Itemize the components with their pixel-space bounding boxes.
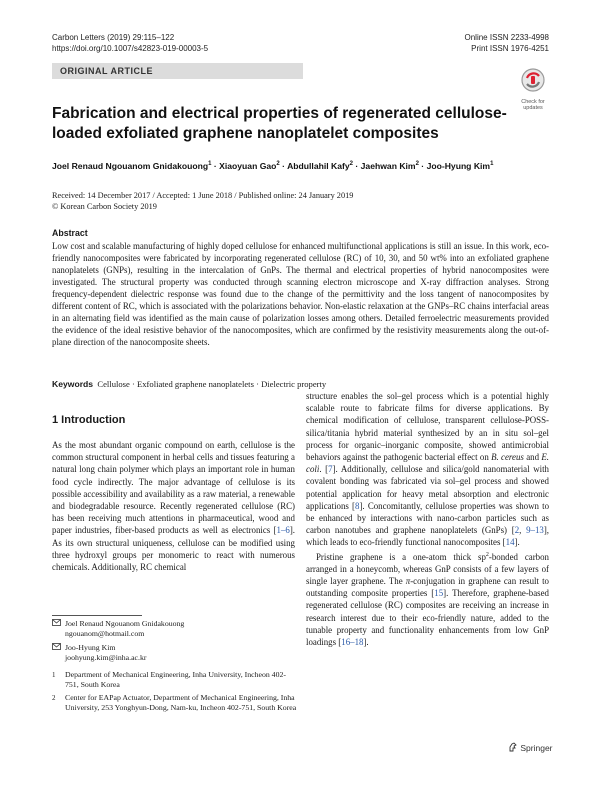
body-text: Pristine graphene is a one-atom thick sp <box>316 551 486 562</box>
species-name: B. cereus <box>491 452 524 463</box>
citation-link[interactable]: 14 <box>505 537 515 548</box>
doi-link[interactable]: https://doi.org/10.1007/s42823-019-00003-5 <box>52 44 209 53</box>
affiliation-mark: 2 <box>52 694 56 702</box>
affiliation-text: Center for EAPap Actuator, Department of Mechanical Engineering, Inha University, 253 Yonghyun-Dong, Nam-ku, Incheon 402-751, South Korea <box>65 693 297 712</box>
body-column-right <box>306 390 549 648</box>
author-name[interactable]: Abdullahil Kafy <box>287 160 350 171</box>
author-affiliation-mark: 1 <box>490 161 494 167</box>
body-text: ]. <box>514 537 520 548</box>
body-text: ]. Therefore, graphene-based regenerated cellulose (RC) composites are receiving an increase in research interest due to their eco-friendly nature, added to the tunable property and functionality enhancements from low GnP loadings [ <box>306 588 549 648</box>
copyright-line: © Korean Carbon Society 2019 <box>52 202 157 211</box>
springer-horse-icon <box>508 742 518 752</box>
keywords-line <box>52 378 326 390</box>
citation-link[interactable]: 16–18 <box>341 637 364 648</box>
citation-link[interactable]: 9–13 <box>526 525 544 536</box>
keywords-label: Keywords <box>52 379 94 389</box>
superscript: 2 <box>485 551 489 558</box>
citation-link[interactable]: 7 <box>328 464 333 475</box>
body-text: and <box>523 452 542 463</box>
publication-dates <box>52 190 353 212</box>
abstract-heading: Abstract <box>52 228 88 238</box>
species-name: E. coli <box>306 452 549 475</box>
journal-citation: Carbon Letters (2019) 29:115–122 <box>52 33 175 42</box>
corresponding-author-2 <box>52 643 297 663</box>
citation-link[interactable]: 2 <box>514 525 520 536</box>
corresponding-author-name: Joo-Hyung Kim <box>65 643 116 652</box>
print-issn: Print ISSN 1976-4251 <box>471 44 549 53</box>
section-heading-introduction: 1 Introduction <box>52 414 126 426</box>
envelope-icon <box>52 619 61 629</box>
author-list: Joel Renaud Ngouanom Gnidakouong$^1$ · Xiaoyuan Gao$^2$ · Abdullahil Kafy$^2$ · Jaehwan Kim$^2$ · Joo-Hyung Kim$^1$ <box>52 160 494 171</box>
history-dates: Received: 14 December 2017 / Accepted: 1 June 2018 / Published online: 24 January 2019 <box>52 191 354 200</box>
body-text: -conjugation in graphene can result to outstanding composite properties [ <box>306 576 549 599</box>
body-text: ]. Additionally, cellulose and silica/gold nanomaterial with covalent bonding was fabricated via sol–gel process and showed potential application for heavy metal absorption and electronic applications [ <box>306 464 549 511</box>
abstract-text: Low cost and scalable manufacturing of highly doped cellulose for enhanced multifunctional applications is still an issue. In this work, eco-friendly nanocomposites were fabricated by incorporating regenerated cellulose (RC) of 10, 30, and 50 wt% into an exfoliated graphene nanoplatelets (GNPs), resulting in the intercalation of GnPs. The thermal and electrical properties of hybrid nanocomposites were investigated. The structural property was conducted through scanning electron microscope and X-ray diffraction analyses. Strong frequency-dependent dielectric response was found due to the change of the permittivity and the loss tangent of nanocomposites by different content of RC, which is associated with the polarizations behavior. Non-elastic relaxation at the GNPs–RC chains interfacial areas in an alternating field was identified as the main cause of polarization losses among others. Detailed ferroelectric measurements provided the evidence of the ideal resistive behavior of the nanocomposites, which are confirmed by the resistivity measurements along the out-of-plane direction of the nanocomposite sheets. <box>52 241 549 347</box>
citation-link[interactable]: 1–6 <box>276 525 290 536</box>
check-updates-icon <box>516 68 550 94</box>
affiliation-text: Department of Mechanical Engineering, Inha University, Incheon 402-751, South Korea <box>65 670 286 689</box>
citation-link[interactable]: 8 <box>355 500 360 511</box>
body-paragraph <box>306 549 549 649</box>
corresponding-author-email[interactable]: joohyung.kim@inha.ac.kr <box>65 653 147 662</box>
affiliation-2 <box>52 693 297 713</box>
author-name[interactable]: Joel Renaud Ngouanom Gnidakouong <box>52 160 209 171</box>
author-affiliation-mark: 1 <box>208 161 212 167</box>
author-affiliation-mark: 2 <box>415 161 419 167</box>
running-header-right <box>465 32 550 54</box>
intro-paragraph-text: As the most abundant organic compound on earth, cellulose is the common structural component in herbal cells and tissues featuring a natural long chain polymer which plays an important role in human food cycle indirectly. The major advantage of cellulose is its possible accessibility and availability as a raw material, a renewable and biodegradable resource. Recently regenerated cellulose (RC) has been receiving much attentions in pharmaceutical, wood and paper industries, fiber-based products as well as electronics [ <box>52 440 295 536</box>
body-text: . [ <box>319 464 329 475</box>
body-column-left <box>52 439 295 573</box>
author-name[interactable]: Joo-Hyung Kim <box>426 160 491 171</box>
pi-symbol: π <box>405 576 411 587</box>
publisher-logo <box>508 742 553 753</box>
corresponding-author-email[interactable]: ngouanom@hotmail.com <box>65 629 145 638</box>
body-text: ], which leads to eco-friendly functional nanocomposites [ <box>306 525 549 548</box>
check-for-updates-button[interactable] <box>516 68 550 111</box>
online-issn: Online ISSN 2233-4998 <box>464 33 549 42</box>
article-type-badge <box>52 63 303 79</box>
running-header-left <box>52 32 208 54</box>
footnote-divider <box>52 615 142 616</box>
envelope-icon <box>52 643 61 653</box>
author-affiliation-mark: 2 <box>276 161 280 167</box>
body-paragraph <box>306 390 549 549</box>
affiliation-mark: 1 <box>52 671 56 679</box>
article-title: Fabrication and electrical properties of regenerated cellulose-loaded exfoliated graphene nanoplatelet composites <box>52 105 507 142</box>
body-text: ]. Concomitantly, cellulose properties was shown to be enhanced by interactions with nano-carbon particles such as carbon nanotubes and graphene nanoplatelets (GnPs) [ <box>306 500 550 536</box>
keywords-list: Cellulose · Exfoliated graphene nanoplatelets · Dielectric property <box>97 379 327 389</box>
check-updates-label: Check for updates <box>521 99 545 111</box>
corresponding-author-name: Joel Renaud Ngouanom Gnidakouong <box>65 619 185 628</box>
body-text: structure enables the sol–gel process which is a potential highly scalable route to fabricate films for diverse applications. By chemical modification of cellulose, transparent cellulose-POSS-silica/titania hybrid material synthesized by an in situ sol–gel process for organic–inorganic composite, showed antimicrobial behaviors against the pathogenic bacterial effect on <box>306 391 549 463</box>
intro-paragraph-text: ]. As its own structural uniqueness, cellulose can be modified using three hydroxyl groups per monomeric to react with numerous chemicals. Additionally, RC chemical <box>52 525 295 573</box>
body-text: ]. <box>363 637 369 648</box>
body-text: , <box>519 525 527 536</box>
author-name[interactable]: Xiaoyuan Gao <box>219 160 277 171</box>
article-type-label: ORIGINAL ARTICLE <box>60 66 153 76</box>
citation-link[interactable]: 15 <box>434 588 444 599</box>
publisher-name: Springer <box>520 743 553 753</box>
affiliation-1 <box>52 670 297 690</box>
body-text: -bonded carbon arranged in a honeycomb, whereas GnP consists of a few layers of single layer graphene. The <box>306 551 549 587</box>
author-affiliation-mark: 2 <box>349 161 353 167</box>
corresponding-author-1 <box>52 619 297 639</box>
author-name[interactable]: Jaehwan Kim <box>360 160 416 171</box>
